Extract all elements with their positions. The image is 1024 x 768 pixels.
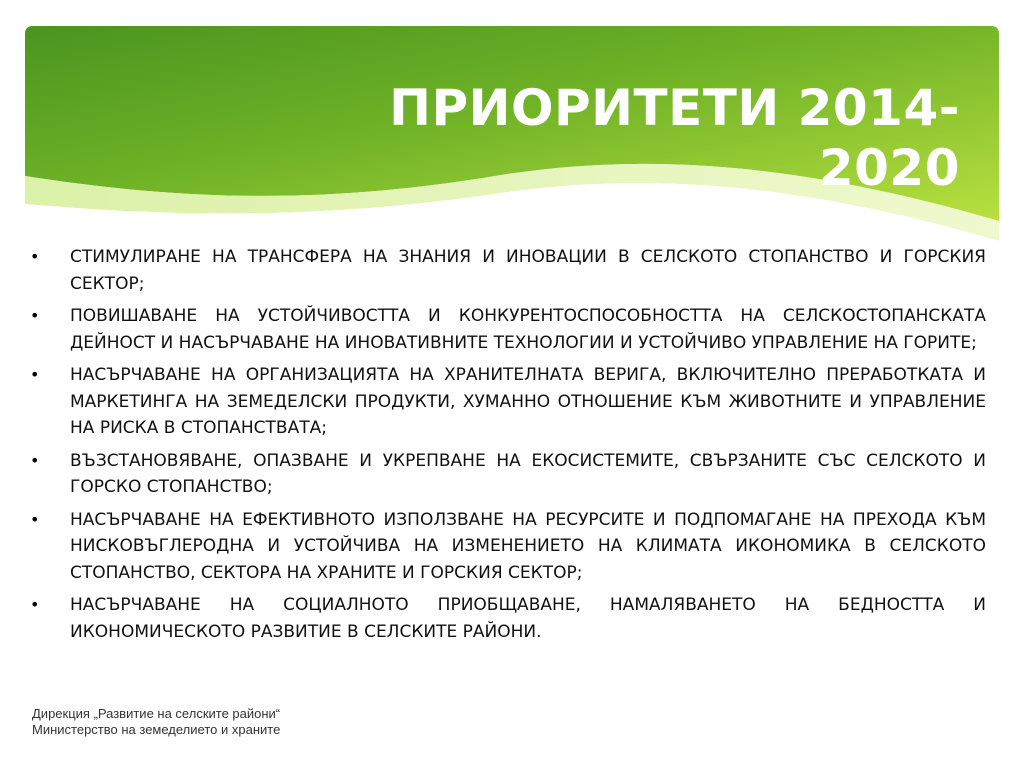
- bullet-text: ВЪЗСТАНОВЯВАНЕ, ОПАЗВАНЕ И УКРЕПВАНЕ НА ЕКОСИСТЕМИТЕ, СВЪРЗАНИТЕ СЪС СЕЛСКОТО И ГОРСКО СТОПАНСТВО;: [70, 450, 986, 497]
- footer: [32, 706, 452, 738]
- list-item: [30, 362, 986, 442]
- bullet-icon: •: [30, 509, 40, 529]
- bullet-text: НАСЪРЧАВАНЕ НА ОРГАНИЗАЦИЯТА НА ХРАНИТЕЛНАТА ВЕРИГА, ВКЛЮЧИТЕЛНО ПРЕРАБОТКАТА И МАРКЕТИНГА НА ЗЕМЕДЕЛСКИ ПРОДУКТИ, ХУМАННО ОТНОШЕНИЕ КЪМ ЖИВОТНИТЕ И УПРАВЛЕНИЕ НА РИСКА В СТОПАНСТВАТА;: [70, 365, 986, 438]
- bullet-text: НАСЪРЧАВАНЕ НА СОЦИАЛНОТО ПРИОБЩАВАНЕ, НАМАЛЯВАНЕТО НА БЕДНОСТТА И ИКОНОМИЧЕСКОТО РАЗВИТИЕ В СЕЛСКИТЕ РАЙОНИ.: [70, 595, 986, 642]
- list-item: [30, 448, 986, 501]
- list-item: [30, 303, 986, 356]
- bullet-list: [30, 244, 986, 651]
- bullet-icon: •: [30, 595, 40, 614]
- bullet-text: СТИМУЛИРАНЕ НА ТРАНСФЕРА НА ЗНАНИЯ И ИНОВАЦИИ В СЕЛСКОТО СТОПАНСТВО И ГОРСКИЯ СЕКТОР;: [70, 247, 986, 294]
- bullet-text: НАСЪРЧАВАНЕ НА ЕФЕКТИВНОТО ИЗПОЛЗВАНЕ НА РЕСУРСИТЕ И ПОДПОМАГАНЕ НА ПРЕХОДА КЪМ НИСКОВЪГЛЕРОДНА И УСТОЙЧИВА НА ИЗМЕНЕНИЕТО НА КЛИМАТА ИКОНОМИКА В СЕЛСКОТО СТОПАНСТВО, СЕКТОРА НА ХРАНИТЕ И ГОРСКИЯ СЕКТОР;: [70, 509, 986, 583]
- footer-ministry: Министерство на земеделието и храните: [32, 722, 281, 737]
- list-item: [30, 244, 986, 297]
- bullet-icon: •: [30, 306, 40, 325]
- slide-title: ПРИОРИТЕТИ 2014-2020: [389, 79, 960, 197]
- list-item: [30, 592, 986, 645]
- bullet-icon: •: [30, 365, 40, 384]
- list-item: [30, 507, 986, 587]
- bullet-icon: •: [30, 450, 40, 470]
- bullet-icon: •: [30, 247, 40, 266]
- footer-directorate: Дирекция „Развитие на селските райони“: [32, 706, 281, 721]
- bullet-text: ПОВИШАВАНЕ НА УСТОЙЧИВОСТТА И КОНКУРЕНТОСПОСОБНОСТТА НА СЕЛСКОСТОПАНСКАТА ДЕЙНОСТ И НАСЪРЧАВАНЕ НА ИНОВАТИВНИТЕ ТЕХНОЛОГИИ И УСТОЙЧИВО УПРАВЛЕНИЕ НА ГОРИТЕ;: [70, 306, 986, 353]
